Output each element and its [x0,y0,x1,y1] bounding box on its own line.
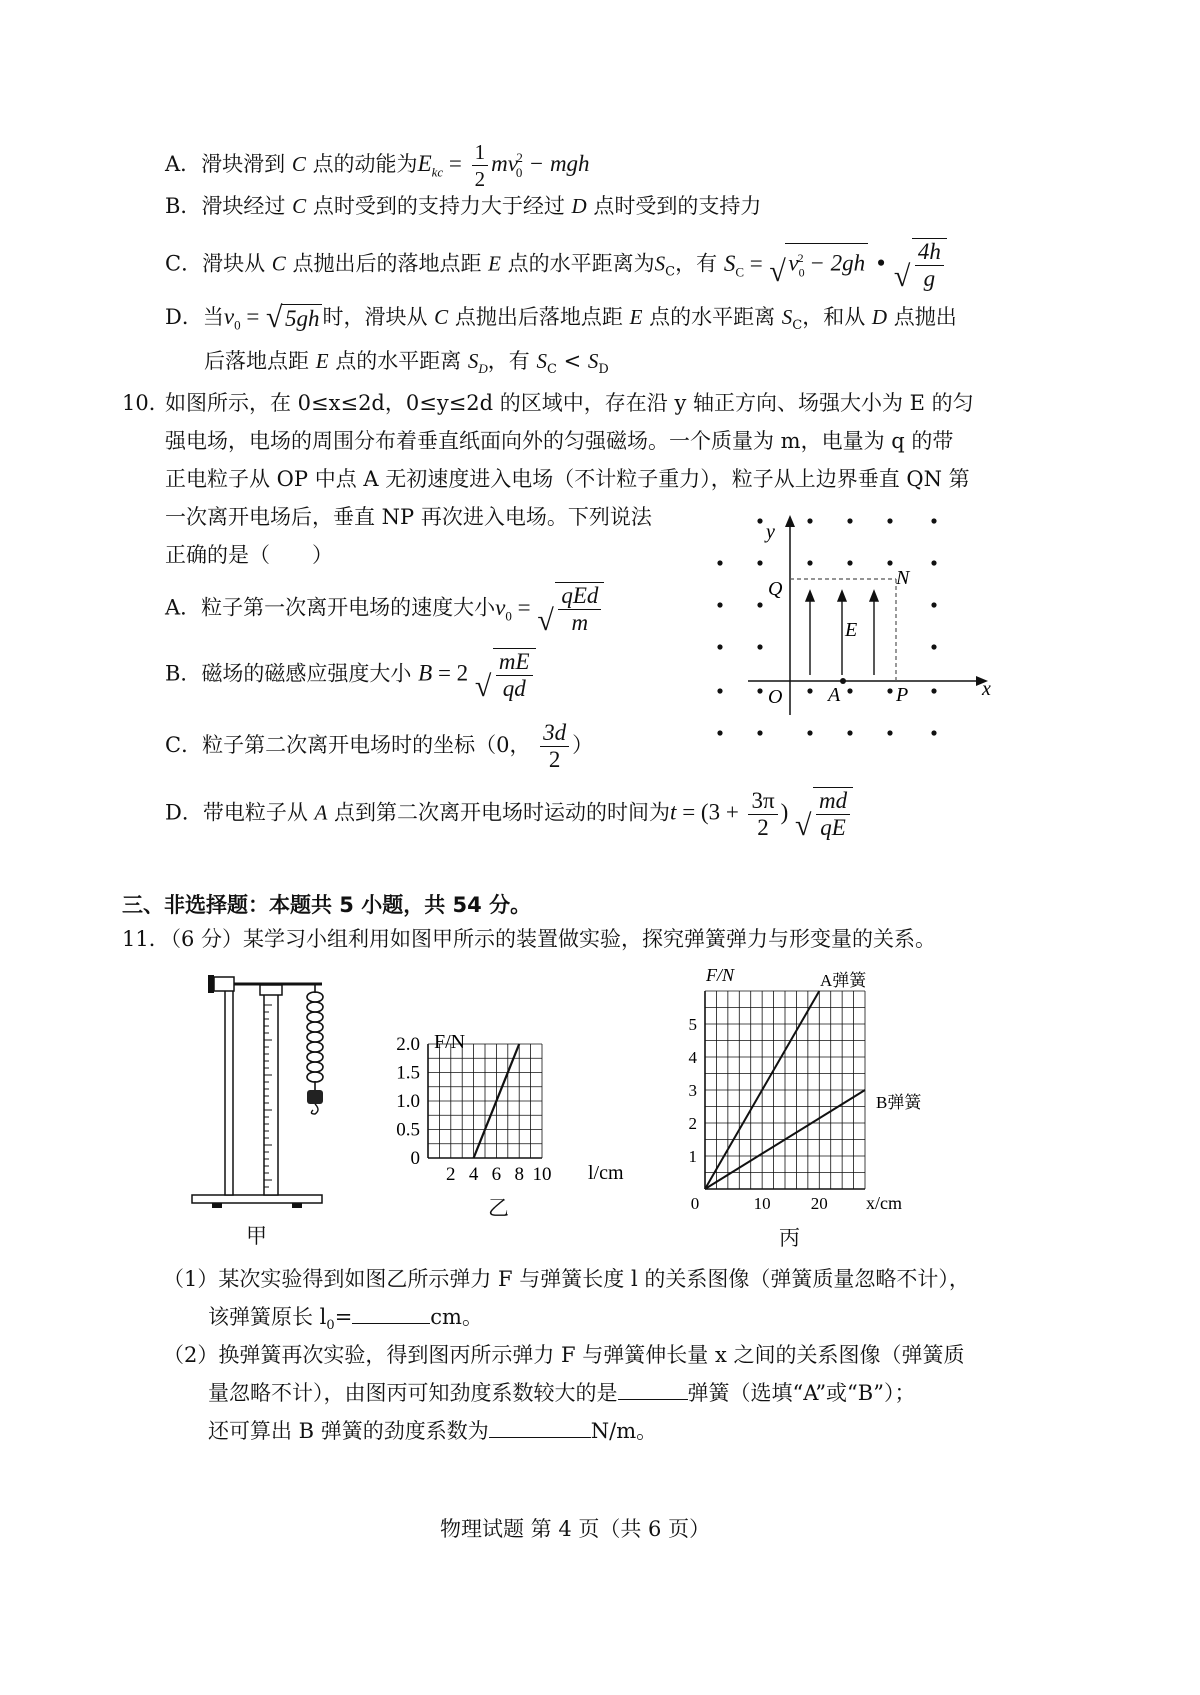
x-axis-label: l/cm [588,1162,624,1184]
figure-jia-label: 甲 [246,1224,267,1248]
apparatus-figure [190,965,330,1215]
sqrt: √ $\frac{\text{qEd}}{m}$ [537,582,604,636]
field-dot [887,730,892,735]
x-tick-label: 10 [532,1164,552,1185]
chart-yi-title: 乙 [488,1196,509,1220]
q10-stem-line5: 正确的是（ ） [165,543,333,567]
q9-option-c: C．滑块从 C 点抛出后的落地点距 E 点的水平距离为$S_C$，有 $S_C$ = √ $v_0^2 - 2gh$ • √ $\frac{4h}{g}$ [165,238,947,292]
q10-option-c: C．粒子第二次离开电场时的坐标（0， $\frac{3d}{2}$ ） [165,720,594,772]
point-a-dot [840,678,846,684]
x-tick-label: 20 [810,1194,828,1213]
fraction: $\frac{3d}{2}$ [540,720,569,773]
page-footer: 物理试题 第 4 页（共 6 页） [440,1517,711,1541]
x-tick-label: 10 [753,1194,771,1213]
field-dot [847,730,852,735]
e-field-arrows [806,591,878,675]
field-dot [847,560,852,565]
field-dot [887,688,892,693]
point-a-label: A [828,684,841,706]
field-dot [847,688,852,693]
x-tick-label: 2 [446,1164,456,1185]
q10-stem-line4: 一次离开电场后，垂直 NP 再次进入电场。下列说法 [165,505,652,529]
y-tick-label: 1.5 [396,1062,420,1084]
field-dot [757,730,762,735]
sqrt: √ $\frac{md}{qE}$ [795,787,853,841]
field-dot [931,518,936,523]
legend-a-label: A弹簧 [820,971,867,990]
x-axis-label: x/cm [866,1193,902,1213]
field-dot [931,560,936,565]
chart-yi [370,1020,640,1195]
field-dot [717,560,722,565]
field-dot [931,602,936,607]
y-tick-label: 4 [688,1048,697,1067]
field-dot [717,730,722,735]
q11-number: 11． [122,927,170,951]
y-axis-label: y [766,521,775,543]
field-dot [757,602,762,607]
y-axis-arrow [785,515,795,527]
q11-sub2-line2: 量忽略不计），由图丙可知劲度系数较大的是 弹簧（选填“A”或“B”）； [208,1381,916,1405]
q10-stem-line3: 正电粒子从 OP 中点 A 无初速度进入电场（不计粒子重力），粒子从上边界垂直 QN 第 [165,467,970,491]
chart-bing [680,963,940,1213]
q10-number: 10． [122,391,170,415]
field-dot [757,560,762,565]
field-dot [887,560,892,565]
q10-option-a: A．粒子第一次离开电场的速度大小$v_0$ = √ $\frac{\text{qEd}}{m}$ [165,582,604,636]
x-tick-label: 6 [491,1164,502,1185]
q9-option-d-line1: D．当$v_0$ = √ 5gh 时，滑块从 C 点抛出后落地点距 E 点的水平距离 $S_C$，和从 D 点抛出 [165,303,957,340]
chart-bing-title: 丙 [779,1226,800,1250]
sqrt: √ $\frac{4h}{g}$ [894,238,947,292]
y-tick-label: 2 [688,1114,697,1133]
x-tick-label: 0 [690,1194,700,1213]
y-tick-label: 3 [688,1081,697,1100]
sqrt: √ 5gh [266,304,323,333]
sqrt: √ $v_0^2 - 2gh$ [769,243,868,286]
point-p-label: P [896,684,909,706]
q9-option-a: A．滑块滑到 C 点的动能为$E_{kc}$ = $\frac{1}{2}$ $mv_0^2$ − mgh [165,140,590,191]
field-dot [717,688,722,693]
y-tick-label: 2.0 [396,1034,420,1055]
fraction: $\frac{1}{2}$ [472,139,489,192]
q11-sub1-line2: 该弹簧原长 $l_0=$ cm。 [208,1305,483,1334]
field-dot [807,518,812,523]
sqrt: √ $\frac{mE}{qd}$ [475,648,536,702]
y-tick-label: 0.5 [396,1119,420,1141]
q10-option-b: B．磁场的磁感应强度大小 B = 2 √ $\frac{mE}{qd}$ [165,648,536,702]
y-axis-label: F/N [434,1031,466,1053]
field-dot [717,644,722,649]
q9-option-b: B．滑块经过 C 点时受到的支持力大于经过 D 点时受到的支持力 [165,194,762,218]
q10-stem-line2: 强电场，电场的周围分布着垂直纸面向外的匀强磁场。一个质量为 m，电量为 q 的带 [165,429,954,453]
e-field-label: E [845,619,858,641]
q10-field-diagram [700,505,1000,750]
answer-blank-k[interactable] [489,1437,591,1438]
point-q-label: Q [768,578,783,600]
field-dot [847,518,852,523]
x-axis-label: x [982,678,991,700]
y-tick-label: 1 [688,1147,697,1166]
section-3-title: 三、非选择题：本题共 5 小题，共 54 分。 [122,893,532,917]
y-tick-label: 0 [410,1148,420,1169]
field-dot [807,730,812,735]
y-axis-label: F/N [706,965,735,985]
q11-sub2-line1: （2）换弹簧再次实验，得到图丙所示弹力 F 与弹簧伸长量 x 之间的关系图像（弹簧质 [163,1343,965,1367]
x-tick-label: 8 [514,1164,524,1185]
field-dot [887,518,892,523]
q11-sub2-line3: 还可算出 B 弹簧的劲度系数为 N/m。 [208,1419,658,1443]
field-dot [757,688,762,693]
field-dot [757,518,762,523]
field-dot [717,602,722,607]
q11-sub1-line1: （1）某次实验得到如图乙所示弹力 F 与弹簧长度 l 的关系图像（弹簧质量忽略不计）， [163,1267,970,1291]
field-dot [931,688,936,693]
q11-stem: （6 分）某学习小组利用如图甲所示的装置做实验，探究弹簧弹力与形变量的关系。 [160,927,937,951]
fraction: $\frac{3\pi}{2}$ [748,788,777,841]
y-tick-label: 5 [688,1015,697,1034]
q9-option-d-line2: 后落地点距 E 点的水平距离 $S_D$，有 $S_C < S_D$ [204,349,609,378]
field-dot [931,730,936,735]
field-dot [931,644,936,649]
y-tick-label: 1.0 [396,1091,420,1112]
q10-stem-line1: 如图所示，在 0≤x≤2d，0≤y≤2d 的区域中，存在沿 y 轴正方向、场强大小为 E 的匀 [165,391,974,415]
answer-blank-spring[interactable] [618,1399,688,1400]
q10-option-d: D．带电粒子从 A 点到第二次离开电场时运动的时间为t = (3 + $\frac{3\pi}{2}$ ) √ $\frac{md}{qE}$ [165,787,853,841]
point-n-label: N [896,567,910,589]
x-tick-label: 4 [468,1164,479,1185]
field-dot [757,644,762,649]
answer-blank-l0[interactable] [352,1323,430,1324]
field-dot [807,560,812,565]
legend-b-label: B弹簧 [876,1093,922,1112]
point-o-label: O [768,686,783,708]
field-dot [807,688,812,693]
